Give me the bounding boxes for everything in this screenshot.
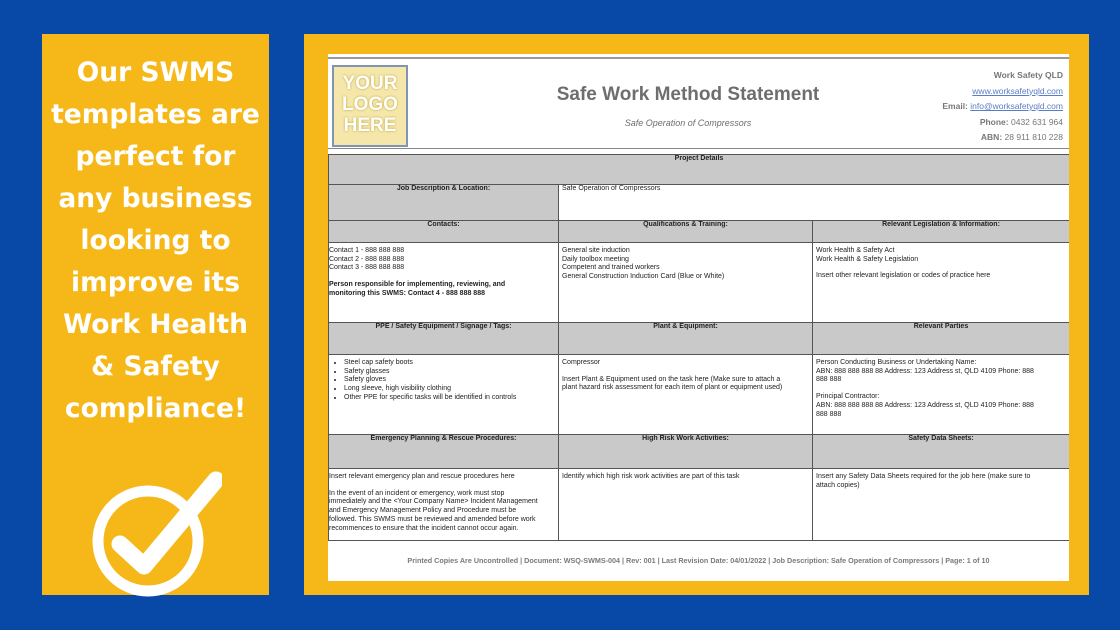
company-abn: 28 911 810 228 (1004, 132, 1063, 142)
company-name: Work Safety QLD (993, 70, 1063, 80)
document-footer: Printed Copies Are Uncontrolled | Document: WSQ-SWMS-004 | Rev: 001 | Last Revision Date: 04/01/2022 | Job Description: Safe Operation of Compressors | Page: 1 of 10 (407, 556, 990, 565)
promo-line: templates are (51, 99, 260, 130)
job-description-label: Job Description & Location: (329, 185, 559, 221)
promo-line: improve its (71, 267, 240, 298)
logo-placeholder (332, 65, 408, 147)
abn-label: ABN: (980, 132, 1003, 142)
qualifications-heading: Qualifications & Training: (559, 221, 813, 243)
promo-line: any business (58, 183, 253, 214)
promo-line: Our SWMS (76, 57, 235, 88)
contact-line: Contact 3 - 888 888 888 (329, 264, 405, 272)
pcbu-title: Person Conducting Business or Undertaking Name: (816, 359, 977, 366)
legislation-item: Work Health & Safety Legislation (816, 255, 919, 263)
qualification-item: General Construction Induction Card (Blue or White) (562, 273, 725, 281)
emergency-para: immediately and the <Your Company Name> Incident Management (329, 498, 538, 506)
principal-contractor-details: ABN: 888 888 888 88 Address: 123 Address st, QLD 4109 Phone: 888 (816, 401, 1034, 409)
sds-line: Insert any Safety Data Sheets required for the job here (make sure to (816, 473, 1031, 480)
logo-text-line: YOUR (342, 73, 398, 94)
job-description-value: Safe Operation of Compressors (559, 185, 1070, 221)
sds-line: attach copies) (816, 481, 860, 489)
project-details-table (328, 154, 1069, 541)
contacts-cell (329, 243, 559, 323)
principal-contractor-details: 888 888 (816, 410, 842, 418)
emergency-para: In the event of an incident or emergency, work must stop (329, 489, 505, 497)
swms-document (328, 54, 1069, 581)
promo-line: looking to (80, 225, 231, 256)
promo-panel (42, 34, 269, 595)
contacts-heading: Contacts: (329, 221, 559, 243)
ppe-heading: PPE / Safety Equipment / Signage / Tags: (329, 323, 559, 355)
qualification-item: General site induction (562, 247, 630, 254)
emergency-line: Insert relevant emergency plan and rescue procedures here (329, 473, 515, 480)
promo-line: & Safety (91, 351, 220, 382)
plant-note: plant hazard risk assessment for each item of plant or equipment used) (562, 384, 783, 392)
ppe-item: • Safety gloves (344, 376, 555, 385)
company-email-link[interactable]: info@worksafetyqld.com (970, 101, 1063, 111)
legislation-cell (813, 243, 1070, 323)
header-divider (328, 148, 1069, 149)
emergency-para: recommences to ensure that the incident cannot occur again. (329, 524, 519, 532)
emergency-para: and Emergency Management Policy and Procedure must be (329, 507, 517, 515)
document-title: Safe Work Method Statement (556, 84, 820, 105)
qualification-item: Daily toolbox meeting (562, 255, 629, 263)
pcbu-details: ABN: 888 888 888 88 Address: 123 Address st, QLD 4109 Phone: 888 (816, 367, 1034, 375)
promo-line: perfect for (75, 141, 236, 172)
ppe-item: • Other PPE for specific tasks will be identified in controls (344, 394, 555, 403)
principal-contractor-title: Principal Contractor: (816, 393, 880, 401)
plant-heading: Plant & Equipment: (559, 323, 813, 355)
plant-cell (559, 355, 813, 435)
company-website-link[interactable]: www.worksafetyqld.com (972, 85, 1063, 96)
logo-text-line: LOGO (342, 94, 398, 115)
ppe-cell (329, 355, 559, 435)
high-risk-heading: High Risk Work Activities: (559, 435, 813, 469)
high-risk-line: Identify which high risk work activities are part of this task (562, 473, 740, 480)
email-label: Email: (942, 101, 968, 111)
company-info (942, 68, 1063, 146)
promo-line: Work Health (62, 309, 249, 340)
logo-text-line: HERE (343, 115, 397, 136)
qualifications-cell (559, 243, 813, 323)
ppe-item: • Steel cap safety boots (344, 359, 555, 368)
pcbu-details: 888 888 (816, 376, 842, 384)
project-details-heading: Project Details (329, 155, 1070, 185)
checkmark-circle-icon (88, 466, 222, 600)
plant-item: Compressor (562, 359, 601, 366)
top-rule (328, 57, 1069, 59)
sds-cell (813, 469, 1070, 541)
phone-label: Phone: (979, 116, 1009, 127)
sds-heading: Safety Data Sheets: (813, 435, 1070, 469)
contact-line: Contact 1 - 888 888 888 (329, 247, 405, 254)
company-phone: 0432 631 964 (1011, 116, 1063, 127)
document-subtitle: Safe Operation of Compressors (624, 118, 752, 128)
legislation-item: Work Health & Safety Act (816, 247, 895, 254)
parties-cell (813, 355, 1070, 435)
emergency-para: followed. This SWMS must be reviewed and amended before work (329, 515, 536, 523)
emergency-cell (329, 469, 559, 541)
high-risk-cell (559, 469, 813, 541)
responsible-person: monitoring this SWMS: Contact 4 - 888 888 888 (329, 289, 485, 297)
ppe-item: • Safety glasses (344, 368, 555, 377)
ppe-item: • Long sleeve, high visibility clothing (344, 385, 555, 394)
plant-note: Insert Plant & Equipment used on the task here (Make sure to attach a (562, 375, 781, 383)
qualification-item: Competent and trained workers (562, 264, 660, 272)
responsible-person: Person responsible for implementing, reviewing, and (329, 281, 506, 289)
promo-text (48, 52, 263, 430)
document-frame (304, 34, 1089, 595)
legislation-note: Insert other relevant legislation or codes of practice here (816, 272, 991, 280)
contact-line: Contact 2 - 888 888 888 (329, 255, 405, 263)
emergency-heading: Emergency Planning & Rescue Procedures: (329, 435, 559, 469)
promo-line: compliance! (64, 393, 247, 424)
parties-heading: Relevant Parties (813, 323, 1070, 355)
legislation-heading: Relevant Legislation & Information: (813, 221, 1070, 243)
